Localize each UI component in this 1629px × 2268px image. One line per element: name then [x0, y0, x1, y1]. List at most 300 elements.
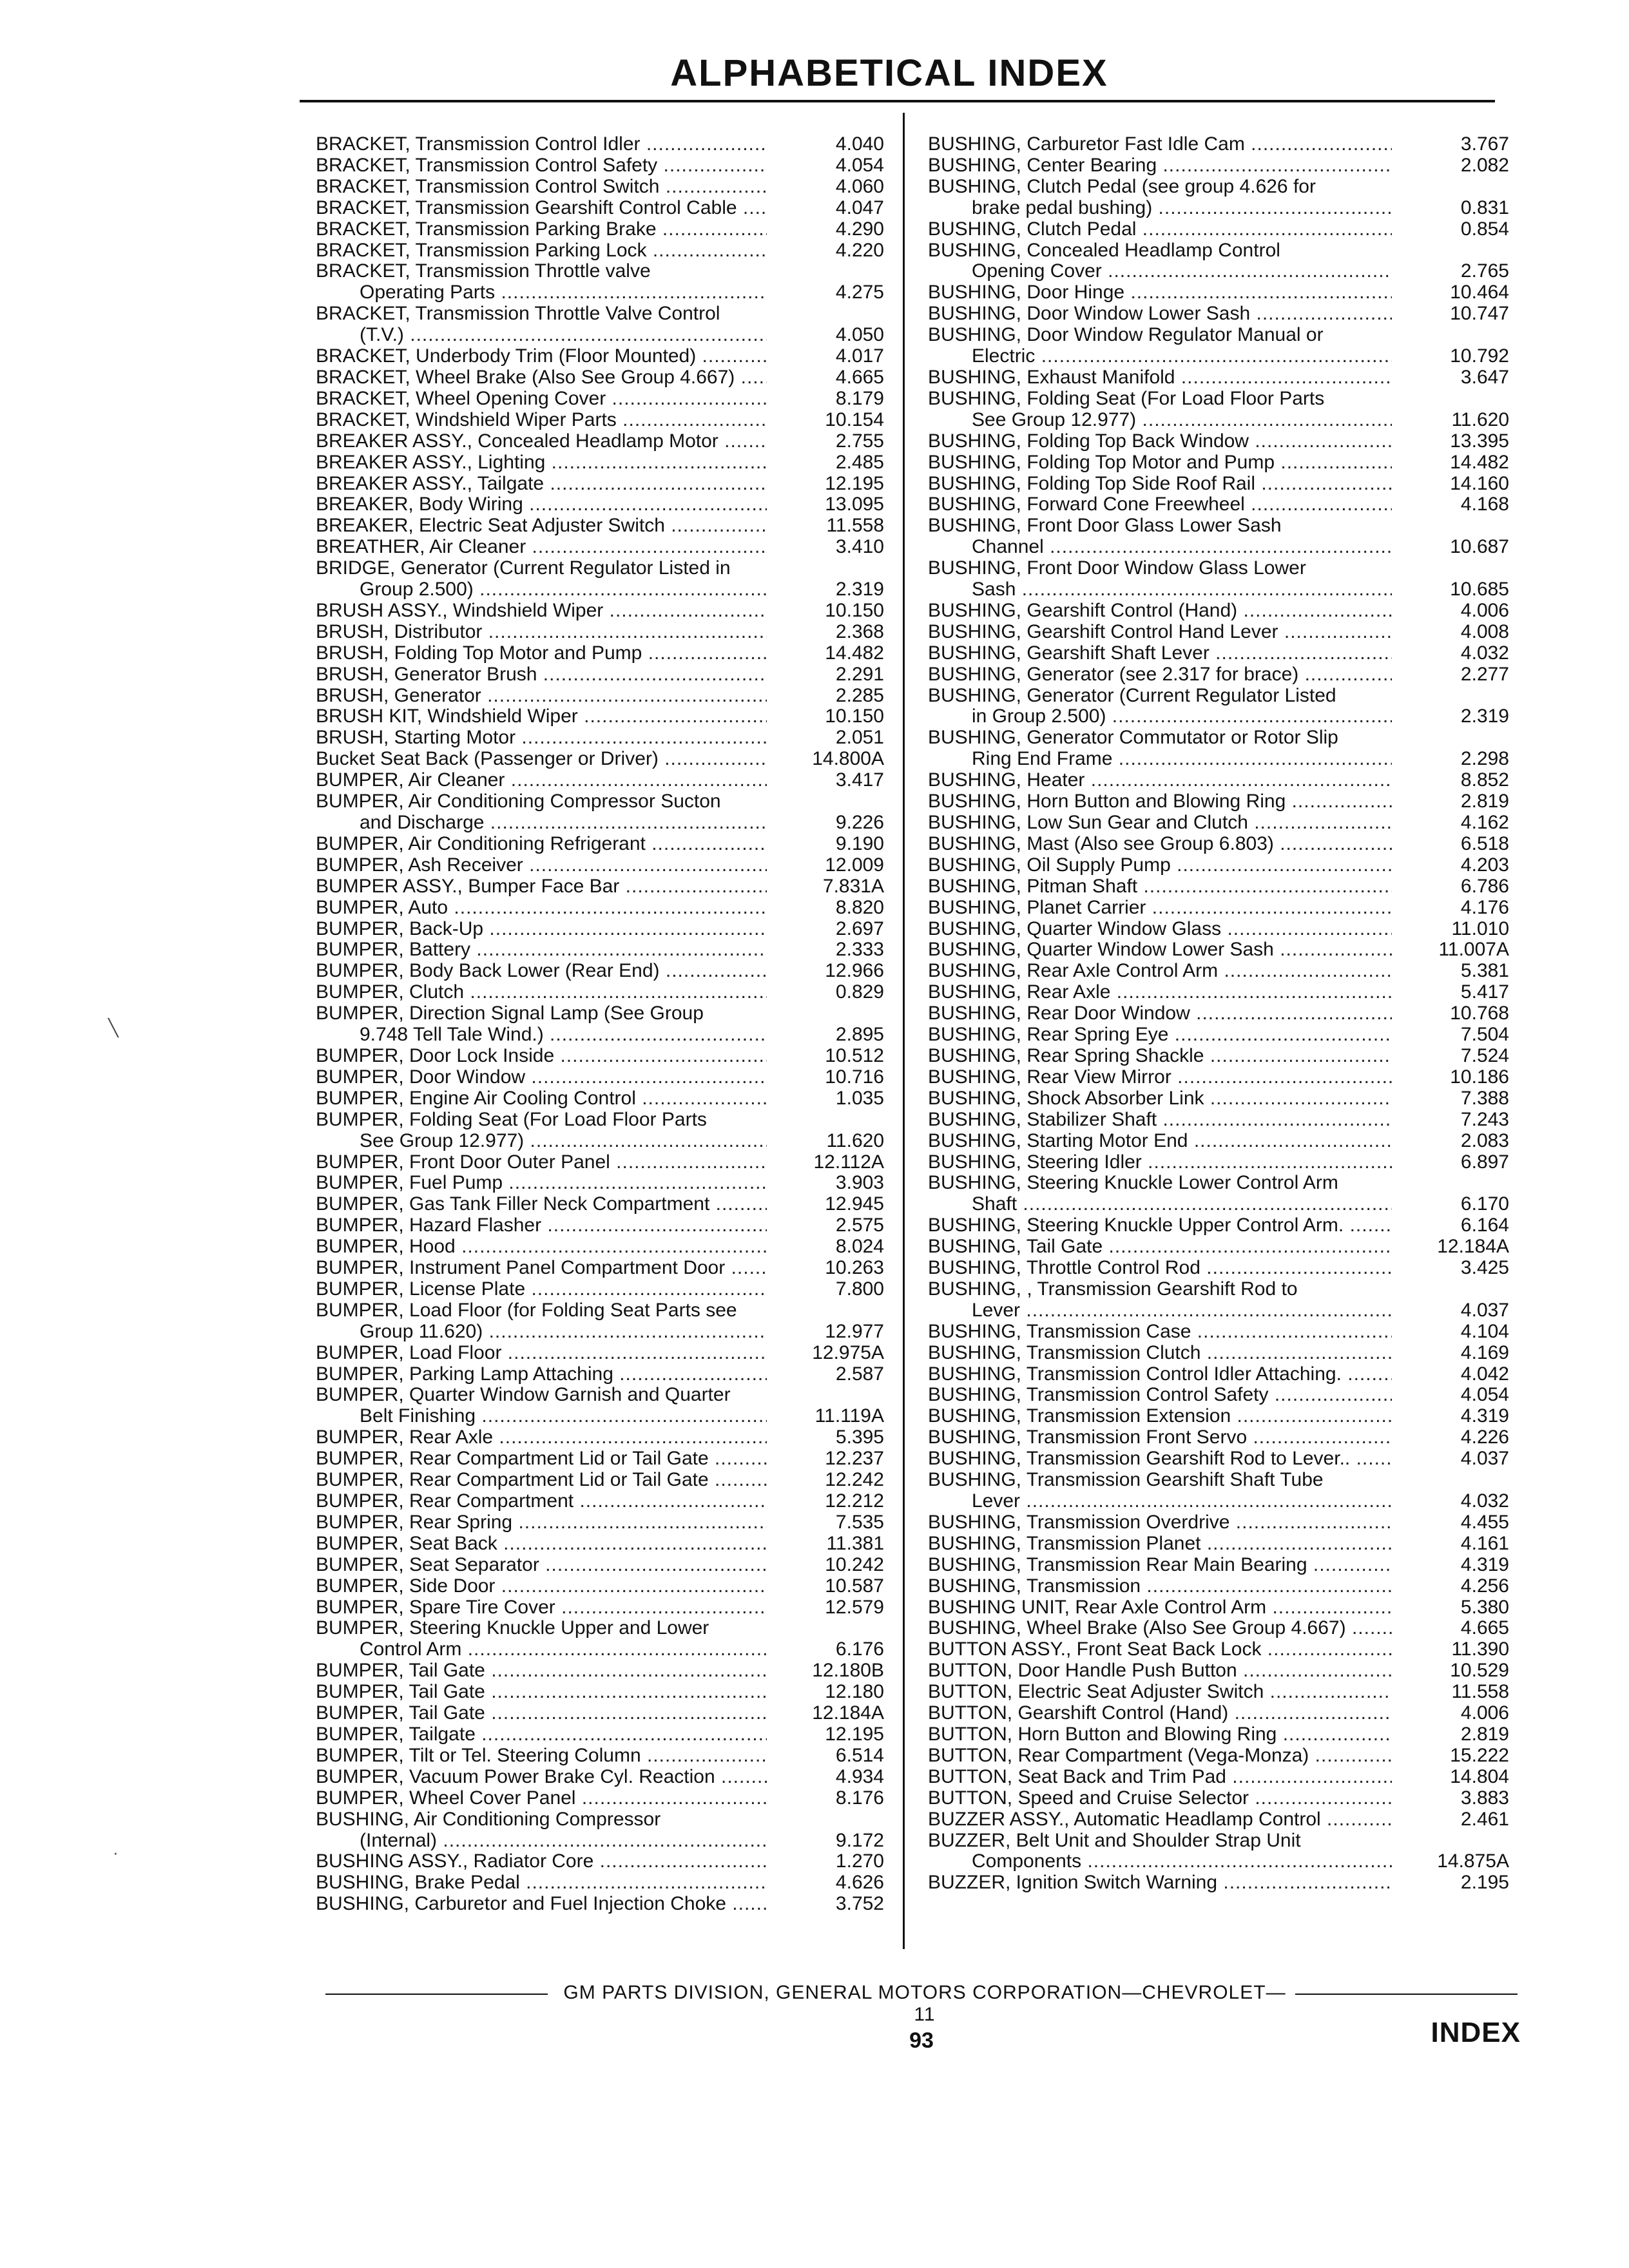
- index-entry: [928, 601, 1516, 622]
- index-entry-group-ref: 14.875A: [1437, 1850, 1509, 1872]
- index-entry: [928, 219, 1516, 240]
- index-entry-heading: BUMPER, Engine Air Cooling Control .....: [316, 1088, 767, 1110]
- index-entry-heading: BUSHING, Planet Carrier .....: [928, 898, 1392, 919]
- index-entry-group-ref: 4.256: [1460, 1575, 1509, 1597]
- index-entry: [316, 1872, 892, 1894]
- index-entry-text: [316, 706, 767, 727]
- index-entry-text: [316, 1236, 767, 1258]
- index-entry-heading: BUSHING, Transmission Gearshift Rod to Lever.. .....: [928, 1448, 1392, 1470]
- index-entry-group-ref: 0.831: [1460, 197, 1509, 218]
- index-entry: [928, 1385, 1516, 1406]
- index-entry-group-ref: 10.685: [1450, 579, 1509, 601]
- index-entry-heading: BUMPER, Battery .....: [316, 939, 767, 961]
- index-entry-text: [928, 1597, 1392, 1619]
- index-entry-text: [316, 898, 767, 919]
- index-entry-heading: BUMPER, Clutch .....: [316, 982, 767, 1003]
- index-entry-heading: BUMPER, Front Door Outer Panel .....: [316, 1152, 767, 1173]
- index-entry-text: [316, 367, 767, 389]
- index-entry: [316, 261, 892, 303]
- index-entry-continuation: Channel .....: [928, 537, 1392, 558]
- index-entry: [928, 1745, 1516, 1767]
- index-entry-group-ref: 4.032: [1460, 1490, 1509, 1512]
- index-entry: [316, 727, 892, 749]
- index-entry-text: [928, 494, 1392, 515]
- index-entry: [316, 919, 892, 940]
- index-entry-group-ref: 2.895: [835, 1024, 884, 1046]
- index-entry-group-ref: 2.461: [1460, 1808, 1509, 1830]
- index-entry: [316, 1809, 892, 1852]
- index-entry-text: [316, 749, 767, 770]
- index-entry-continuation: Group 2.500) .....: [316, 579, 767, 601]
- index-entry-group-ref: 0.854: [1460, 218, 1509, 240]
- index-entry-group-ref: 12.180B: [812, 1660, 884, 1682]
- index-entry-group-ref: 2.277: [1460, 663, 1509, 685]
- index-entry-group-ref: 12.195: [825, 472, 884, 494]
- index-entry-text: [316, 1512, 767, 1533]
- index-entry-text: [928, 303, 1392, 325]
- index-entry-group-ref: 12.977: [825, 1320, 884, 1342]
- index-entry-group-ref: 4.168: [1460, 494, 1509, 515]
- index-entry-heading: BUMPER, Tail Gate .....: [316, 1682, 767, 1703]
- index-entry-group-ref: 4.006: [1460, 1702, 1509, 1724]
- index-entry-text: [316, 770, 767, 791]
- index-entry-heading: BUSHING, Folding Top Side Roof Rail .....: [928, 474, 1392, 495]
- index-entry: [928, 367, 1516, 389]
- index-entry-text: [316, 1788, 767, 1809]
- index-entry: [316, 1660, 892, 1682]
- index-entry-group-ref: 12.242: [825, 1469, 884, 1491]
- index-entry-text: [316, 1576, 767, 1597]
- index-entry: [928, 558, 1516, 601]
- index-entry-heading: BREAKER ASSY., Lighting .....: [316, 452, 767, 474]
- index-entry-text: [316, 834, 767, 855]
- index-entry-group-ref: 10.263: [825, 1257, 884, 1279]
- index-entry: [316, 1110, 892, 1152]
- index-column-left: [316, 134, 892, 1915]
- index-entry-heading: BUSHING, Door Window Regulator Manual or: [928, 325, 1324, 346]
- index-entry: [928, 494, 1516, 515]
- index-entry: [316, 1767, 892, 1788]
- index-entry-group-ref: 4.176: [1460, 896, 1509, 918]
- index-entry-heading: BUMPER, Rear Compartment .....: [316, 1491, 767, 1512]
- index-entry-text: [928, 1173, 1392, 1215]
- index-entry-group-ref: 11.010: [1451, 918, 1509, 939]
- index-entry-group-ref: 6.164: [1460, 1215, 1509, 1236]
- index-entry-group-ref: 2.285: [835, 684, 884, 706]
- index-entry-text: [928, 1660, 1392, 1682]
- index-entry-text: [928, 939, 1392, 961]
- index-entry-group-ref: 2.755: [835, 430, 884, 452]
- index-entry: [316, 664, 892, 686]
- index-entry: [316, 303, 892, 346]
- index-entry-group-ref: 4.290: [835, 218, 884, 240]
- index-entry: [928, 1597, 1516, 1619]
- index-entry-text: [928, 791, 1392, 812]
- index-entry-group-ref: 0.829: [835, 981, 884, 1003]
- index-entry-group-ref: 6.786: [1460, 875, 1509, 897]
- index-entry-group-ref: 11.390: [1451, 1639, 1509, 1660]
- index-entry-heading: BREAKER ASSY., Tailgate .....: [316, 474, 767, 495]
- index-entry: [928, 1131, 1516, 1152]
- index-entry-heading: BUSHING, Folding Top Motor and Pump .....: [928, 452, 1392, 474]
- index-entry-continuation: and Discharge .....: [316, 812, 767, 834]
- index-entry-text: [316, 643, 767, 664]
- index-entry-heading: BUMPER, Tail Gate .....: [316, 1703, 767, 1724]
- index-entry: [316, 1215, 892, 1236]
- index-entry-heading: BUSHING, Transmission Control Idler Attaching. .....: [928, 1364, 1392, 1385]
- index-entry-group-ref: 12.112A: [813, 1151, 884, 1173]
- index-entry-group-ref: 2.319: [835, 579, 884, 601]
- index-entry: [928, 982, 1516, 1003]
- index-entry-group-ref: 4.162: [1460, 812, 1509, 833]
- index-entry-text: [316, 1003, 767, 1046]
- index-entry-group-ref: 12.195: [825, 1723, 884, 1745]
- index-entry: [316, 515, 892, 537]
- index-entry-heading: BUTTON, Gearshift Control (Hand) .....: [928, 1703, 1392, 1724]
- index-entry: [316, 1788, 892, 1809]
- index-entry: [316, 622, 892, 643]
- index-entry: [316, 177, 892, 198]
- index-entry-text: [928, 1618, 1392, 1639]
- index-entry-group-ref: 10.747: [1450, 303, 1509, 325]
- index-entry-text: [928, 1809, 1392, 1831]
- index-entry-group-ref: 10.768: [1450, 1003, 1509, 1024]
- index-entry-text: [316, 855, 767, 876]
- index-entry-heading: BUZZER, Belt Unit and Shoulder Strap Unit: [928, 1830, 1301, 1851]
- index-entry-heading: BREAKER, Body Wiring .....: [316, 494, 767, 515]
- index-entry: [316, 219, 892, 240]
- index-entry-group-ref: 2.333: [835, 939, 884, 961]
- index-entry: [928, 1724, 1516, 1745]
- index-entry: [316, 939, 892, 961]
- index-entry-group-ref: 6.897: [1460, 1151, 1509, 1173]
- index-entry-group-ref: 4.220: [835, 239, 884, 261]
- index-entry-group-ref: 10.186: [1450, 1066, 1509, 1088]
- index-entry: [928, 664, 1516, 686]
- index-entry: [316, 431, 892, 452]
- index-entry: [316, 367, 892, 389]
- index-entry-text: [316, 1597, 767, 1619]
- index-entry-text: [316, 1894, 767, 1915]
- index-entry-heading: BUSHING, Transmission Overdrive .....: [928, 1512, 1392, 1533]
- index-entry-heading: BUSHING, Starting Motor End .....: [928, 1131, 1392, 1152]
- index-entry-text: [928, 389, 1392, 431]
- index-entry-heading: BUSHING, Quarter Window Glass .....: [928, 919, 1392, 940]
- index-entry-heading: BUMPER, Air Cleaner .....: [316, 770, 767, 791]
- index-entry: [316, 240, 892, 262]
- index-entry-text: [928, 134, 1392, 155]
- index-entry-heading: BRACKET, Transmission Parking Brake .....: [316, 219, 767, 240]
- index-entry-group-ref: 11.558: [1451, 1681, 1509, 1703]
- index-entry-group-ref: 11.620: [1451, 408, 1509, 430]
- index-entry-group-ref: 4.040: [835, 133, 884, 155]
- index-entry: [316, 791, 892, 834]
- index-entry-group-ref: 4.017: [835, 345, 884, 367]
- index-entry-heading: BRUSH, Folding Top Motor and Pump .....: [316, 643, 767, 664]
- footer-rule-left: [325, 1994, 548, 1995]
- index-entry-text: [928, 834, 1392, 855]
- index-entry-text: [928, 452, 1392, 474]
- index-entry-group-ref: 2.587: [835, 1363, 884, 1385]
- index-entry-heading: BREATHER, Air Cleaner .....: [316, 537, 767, 558]
- index-entry: [928, 727, 1516, 770]
- index-entry: [928, 812, 1516, 834]
- index-entry-group-ref: 2.291: [835, 663, 884, 685]
- index-entry: [316, 1152, 892, 1173]
- index-entry-heading: BUSHING, Transmission .....: [928, 1576, 1392, 1597]
- index-entry-group-ref: 7.243: [1460, 1108, 1509, 1130]
- index-entry: [316, 1343, 892, 1364]
- index-entry-group-ref: 13.395: [1450, 430, 1509, 452]
- index-entry-text: [928, 1872, 1392, 1894]
- index-entry-text: [928, 1385, 1392, 1406]
- index-entry-group-ref: 8.820: [835, 896, 884, 918]
- index-entry: [316, 155, 892, 177]
- index-entry-text: [928, 1152, 1392, 1173]
- index-entry-group-ref: 8.024: [835, 1236, 884, 1258]
- index-entry-group-ref: 2.083: [1460, 1129, 1509, 1151]
- index-entry-text: [316, 1491, 767, 1512]
- index-entry: [316, 1173, 892, 1194]
- index-entry-group-ref: 2.368: [835, 620, 884, 642]
- index-entry-heading: BUZZER ASSY., Automatic Headlamp Control .....: [928, 1809, 1392, 1831]
- index-entry: [316, 1894, 892, 1915]
- index-entry-heading: BRACKET, Transmission Control Idler .....: [316, 134, 767, 155]
- index-entry-group-ref: 4.626: [835, 1872, 884, 1894]
- index-entry-group-ref: 2.819: [1460, 791, 1509, 812]
- index-entry-text: [316, 303, 767, 346]
- index-entry-heading: BUSHING, Wheel Brake (Also See Group 4.667) .....: [928, 1618, 1392, 1639]
- index-entry: [316, 1300, 892, 1343]
- index-entry-text: [316, 1258, 767, 1279]
- index-entry-heading: BUMPER, License Plate .....: [316, 1279, 767, 1300]
- index-entry-continuation: in Group 2.500) .....: [928, 706, 1392, 727]
- index-entry-group-ref: 3.767: [1460, 133, 1509, 155]
- index-entry-group-ref: 2.051: [835, 727, 884, 749]
- index-entry-continuation: 9.748 Tell Tale Wind.) .....: [316, 1024, 767, 1046]
- index-entry-text: [316, 219, 767, 240]
- index-entry-heading: BUSHING, Transmission Case .....: [928, 1321, 1392, 1343]
- index-entry: [316, 1194, 892, 1215]
- index-entry-group-ref: 12.212: [825, 1490, 884, 1512]
- index-entry: [316, 494, 892, 515]
- index-entry-group-ref: 10.587: [825, 1575, 884, 1597]
- index-entry: [928, 1173, 1516, 1215]
- index-entry-group-ref: 4.203: [1460, 854, 1509, 876]
- index-entry-text: [316, 261, 767, 303]
- index-entry-text: [316, 558, 767, 601]
- index-entry-heading: BRUSH, Distributor .....: [316, 622, 767, 643]
- index-entry-group-ref: 2.485: [835, 451, 884, 473]
- index-entry-heading: BUMPER, Side Door .....: [316, 1576, 767, 1597]
- index-entry-group-ref: 4.050: [835, 324, 884, 346]
- index-entry-text: [928, 1364, 1392, 1385]
- index-entry-text: [928, 1448, 1392, 1470]
- index-entry: [316, 134, 892, 155]
- index-entry-heading: BUMPER, Tailgate .....: [316, 1724, 767, 1745]
- index-entry-heading: BRACKET, Transmission Gearshift Control Cable .....: [316, 198, 767, 219]
- index-entry-continuation: Belt Finishing .....: [316, 1406, 767, 1427]
- index-entry: [928, 1682, 1516, 1703]
- index-entry-heading: BUMPER, Vacuum Power Brake Cyl. Reaction .....: [316, 1767, 767, 1788]
- index-entry-text: [928, 643, 1392, 664]
- index-entry: [316, 1703, 892, 1724]
- index-entry-heading: BUSHING, Heater .....: [928, 770, 1392, 791]
- index-entry-text: [928, 1767, 1392, 1788]
- index-entry-group-ref: 3.647: [1460, 366, 1509, 388]
- index-entry-text: [928, 1427, 1392, 1448]
- page-number: 93: [909, 2028, 934, 2053]
- index-entry-text: [316, 1703, 767, 1724]
- index-entry-heading: BUSHING, Forward Cone Freewheel .....: [928, 494, 1392, 515]
- index-entry-heading: BUMPER, Direction Signal Lamp (See Group: [316, 1003, 704, 1024]
- index-entry-text: [316, 1618, 767, 1660]
- index-entry-text: [928, 664, 1392, 686]
- index-entry: [928, 622, 1516, 643]
- index-entry-group-ref: 2.819: [1460, 1723, 1509, 1745]
- index-entry: [316, 1512, 892, 1533]
- index-entry-continuation: Lever .....: [928, 1491, 1392, 1512]
- index-entry-text: [316, 1660, 767, 1682]
- index-entry-heading: BRACKET, Transmission Parking Lock .....: [316, 240, 767, 262]
- index-entry-text: [316, 686, 767, 707]
- index-entry-heading: BUSHING, Steering Knuckle Upper Control Arm. .....: [928, 1215, 1392, 1236]
- index-entry-group-ref: 7.524: [1460, 1044, 1509, 1066]
- index-entry-text: [316, 1067, 767, 1088]
- index-entry-heading: BUMPER, Wheel Cover Panel .....: [316, 1788, 767, 1809]
- index-entry: [928, 919, 1516, 940]
- index-entry-heading: BUMPER, Tilt or Tel. Steering Column .....: [316, 1745, 767, 1767]
- index-entry-text: [316, 537, 767, 558]
- index-entry-heading: BRUSH ASSY., Windshield Wiper .....: [316, 601, 767, 622]
- index-entry-heading: BUSHING, Generator Commutator or Rotor Slip: [928, 727, 1338, 749]
- index-entry-heading: BUSHING, Rear Door Window .....: [928, 1003, 1392, 1024]
- index-entry-text: [316, 240, 767, 262]
- index-entry-group-ref: 4.032: [1460, 642, 1509, 664]
- index-entry-continuation: Ring End Frame .....: [928, 749, 1392, 770]
- index-entry: [928, 1258, 1516, 1279]
- index-entry-group-ref: 1.270: [835, 1850, 884, 1872]
- index-entry-text: [316, 1533, 767, 1555]
- scan-speck-mark: ·: [113, 1843, 119, 1862]
- index-entry: [316, 1576, 892, 1597]
- index-entry-text: [316, 1046, 767, 1067]
- index-entry: [316, 1003, 892, 1046]
- title-rule: [300, 100, 1495, 102]
- index-entry-text: [316, 515, 767, 537]
- index-entry-group-ref: 14.482: [1450, 451, 1509, 473]
- index-entry-text: [316, 389, 767, 410]
- index-entry-text: [928, 1703, 1392, 1724]
- index-entry-heading: BUMPER, Fuel Pump .....: [316, 1173, 767, 1194]
- index-entry-group-ref: 3.903: [835, 1172, 884, 1194]
- index-entry-heading: BRACKET, Transmission Control Safety .....: [316, 155, 767, 177]
- index-entry-text: [928, 1745, 1392, 1767]
- index-entry-text: [928, 876, 1392, 898]
- index-entry: [316, 1046, 892, 1067]
- index-entry: [928, 1512, 1516, 1533]
- index-entry-heading: BUSHING, Transmission Planet .....: [928, 1533, 1392, 1555]
- index-entry-heading: BUTTON ASSY., Front Seat Back Lock .....: [928, 1639, 1392, 1660]
- index-entry-text: [316, 961, 767, 982]
- index-entry-text: [928, 282, 1392, 303]
- index-entry-text: [316, 1851, 767, 1872]
- index-entry-group-ref: 7.831A: [822, 875, 884, 897]
- index-entry: [928, 1364, 1516, 1385]
- index-entry-continuation: (T.V.) .....: [316, 325, 767, 346]
- index-entry-text: [316, 1385, 767, 1427]
- index-entry-group-ref: 14.160: [1450, 472, 1509, 494]
- index-entry-text: [316, 177, 767, 198]
- index-entry-heading: BUSHING, Transmission Gearshift Shaft Tube: [928, 1470, 1324, 1491]
- index-entry-group-ref: 9.226: [835, 812, 884, 833]
- index-entry: [928, 1470, 1516, 1512]
- index-entry: [316, 1745, 892, 1767]
- index-entry-continuation: brake pedal bushing) .....: [928, 198, 1392, 219]
- index-entry-heading: BUSHING, Oil Supply Pump .....: [928, 855, 1392, 876]
- index-entry-text: [928, 1088, 1392, 1110]
- index-entry-text: [316, 1809, 767, 1852]
- index-entry-heading: BUSHING, Rear Spring Eye .....: [928, 1024, 1392, 1046]
- index-entry-heading: BUSHING, Stabilizer Shaft .....: [928, 1110, 1392, 1131]
- index-entry-heading: BUSHING, Transmission Front Servo .....: [928, 1427, 1392, 1448]
- footer-text: GM PARTS DIVISION, GENERAL MOTORS CORPORATION—CHEVROLET—11: [563, 1982, 1286, 2025]
- index-entry-heading: BUSHING, Rear Axle .....: [928, 982, 1392, 1003]
- index-entry-group-ref: 7.388: [1460, 1087, 1509, 1109]
- index-entry: [316, 537, 892, 558]
- index-entry: [316, 1236, 892, 1258]
- index-entry-heading: BUMPER, Load Floor (for Folding Seat Parts see: [316, 1300, 737, 1321]
- index-entry-text: [316, 1194, 767, 1215]
- index-entry-text: [316, 1364, 767, 1385]
- index-entry-group-ref: 12.180: [825, 1681, 884, 1703]
- index-entry-group-ref: 6.170: [1460, 1193, 1509, 1215]
- index-entry-group-ref: 6.514: [835, 1744, 884, 1766]
- index-entry: [928, 1215, 1516, 1236]
- index-entry-heading: BUSHING, Low Sun Gear and Clutch .....: [928, 812, 1392, 834]
- index-entry-group-ref: 12.579: [825, 1596, 884, 1618]
- index-entry: [928, 876, 1516, 898]
- index-entry-heading: BUZZER, Ignition Switch Warning .....: [928, 1872, 1392, 1894]
- index-entry-text: [928, 1788, 1392, 1809]
- index-entry-text: [928, 155, 1392, 177]
- index-entry-group-ref: 4.008: [1460, 620, 1509, 642]
- index-entry-heading: BUTTON, Horn Button and Blowing Ring .....: [928, 1724, 1392, 1745]
- index-entry: [316, 558, 892, 601]
- index-entry-heading: BUSHING, Tail Gate .....: [928, 1236, 1392, 1258]
- index-entry-text: [928, 982, 1392, 1003]
- index-entry: [928, 898, 1516, 919]
- index-entry-heading: BUMPER, Auto .....: [316, 898, 767, 919]
- index-entry-group-ref: 6.518: [1460, 832, 1509, 854]
- index-entry: [316, 1724, 892, 1745]
- index-entry-group-ref: 10.687: [1450, 536, 1509, 558]
- index-entry-heading: BUSHING, Folding Top Back Window .....: [928, 431, 1392, 452]
- index-entry-heading: BUMPER, Instrument Panel Compartment Door .....: [316, 1258, 767, 1279]
- index-entry-group-ref: 11.620: [826, 1129, 884, 1151]
- index-entry: [316, 961, 892, 982]
- index-entry-text: [928, 1067, 1392, 1088]
- index-entry-group-ref: 15.222: [1450, 1744, 1509, 1766]
- index-entry-group-ref: 9.172: [835, 1829, 884, 1851]
- index-entry-text: [928, 240, 1392, 283]
- index-entry-heading: BUSHING, Door Hinge .....: [928, 282, 1392, 303]
- index-entry-text: [928, 219, 1392, 240]
- index-entry: [316, 1258, 892, 1279]
- index-entry-text: [316, 919, 767, 940]
- index-entry: [928, 325, 1516, 367]
- index-entry-heading: BUSHING UNIT, Rear Axle Control Arm .....: [928, 1597, 1392, 1619]
